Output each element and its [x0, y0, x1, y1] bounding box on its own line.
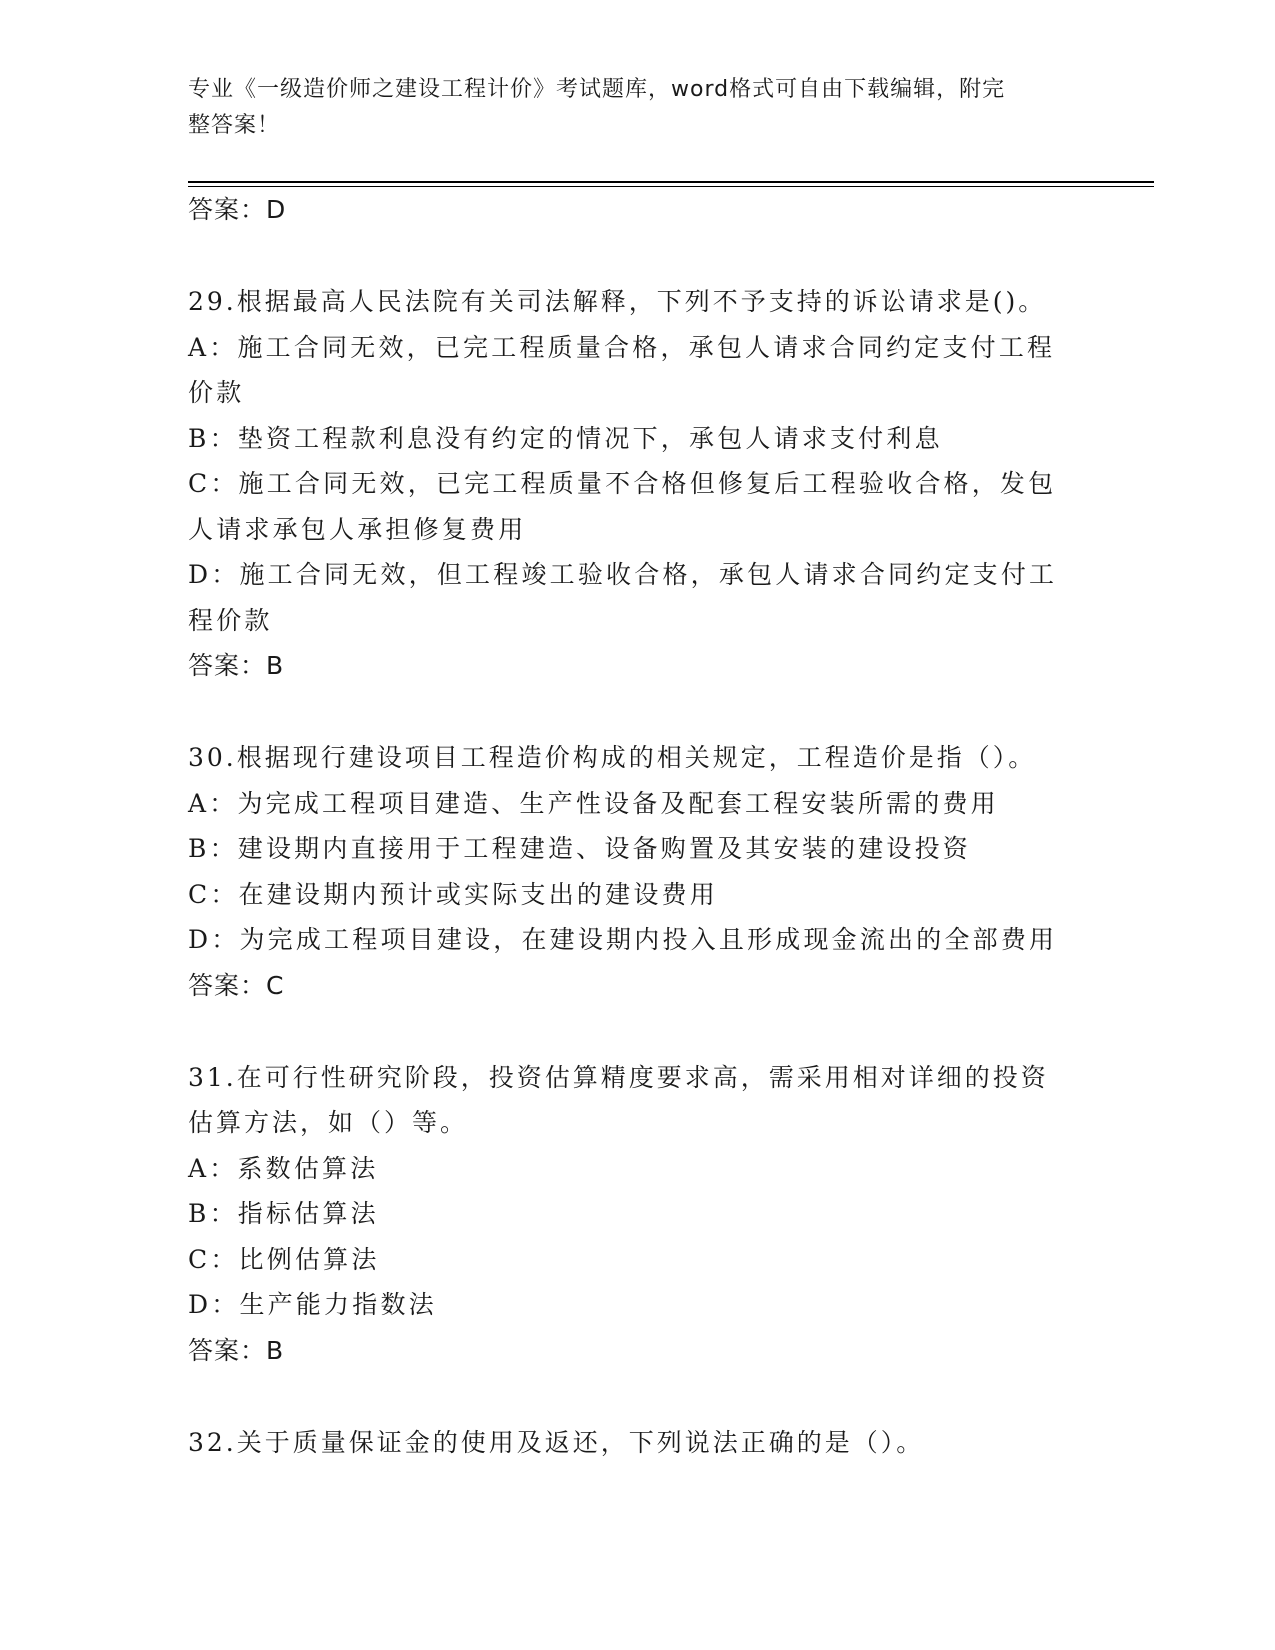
header-rule-thick — [188, 181, 1154, 183]
question-30 — [188, 735, 1088, 1009]
option-a: A：为完成工程项目建造、生产性设备及配套工程安装所需的费用 — [188, 788, 999, 818]
answer: 答案：C — [188, 970, 285, 1000]
question-stem: 30.根据现行建设项目工程造价构成的相关规定，工程造价是指（）。 — [188, 743, 1037, 772]
question-31 — [188, 1055, 1088, 1374]
question-stem: 32.关于质量保证金的使用及返还，下列说法正确的是（）。 — [188, 1427, 925, 1457]
option-d: D：施工合同无效，但工程竣工验收合格，承包人请求合同约定支付工 — [188, 560, 1058, 589]
question-stem: 29.根据最高人民法院有关司法解释，下列不予支持的诉讼请求是()。 — [188, 287, 1047, 316]
option-c: C：在建设期内预计或实际支出的建设费用 — [188, 879, 718, 909]
option-b: B：建设期内直接用于工程建造、设备购置及其安装的建设投资 — [188, 834, 971, 863]
option-c-continued: 人请求承包人承担修复费用 — [188, 514, 527, 544]
option-c: C：比例估算法 — [188, 1244, 380, 1274]
question-32 — [188, 1420, 1088, 1466]
spacer — [188, 689, 1088, 735]
option-d: D：为完成工程项目建设，在建设期内投入且形成现金流出的全部费用 — [188, 925, 1058, 954]
answer: 答案：B — [188, 651, 285, 680]
document-body — [188, 187, 1088, 1465]
question-stem: 31.在可行性研究阶段，投资估算精度要求高，需采用相对详细的投资 — [188, 1062, 1049, 1092]
spacer — [188, 1374, 1088, 1420]
header-line-1: 专业《一级造价师之建设工程计价》考试题库，word格式可自由下载编辑，附完 — [188, 77, 1006, 102]
question-29 — [188, 279, 1088, 689]
option-d: D：生产能力指数法 — [188, 1290, 437, 1319]
option-d-continued: 程价款 — [188, 605, 273, 635]
option-c: C：施工合同无效，已完工程质量不合格但修复后工程验收合格，发包 — [188, 469, 1057, 498]
option-a: A：系数估算法 — [188, 1153, 379, 1183]
option-b: B：垫资工程款利息没有约定的情况下，承包人请求支付利息 — [188, 423, 943, 453]
question-stem-continued: 估算方法，如（）等。 — [188, 1108, 469, 1137]
spacer — [188, 1009, 1088, 1055]
answer: 答案：B — [188, 1335, 285, 1365]
spacer — [188, 233, 1088, 279]
document-header — [188, 72, 1068, 144]
previous-answer: 答案：D — [188, 195, 287, 224]
option-a-continued: 价款 — [188, 378, 245, 407]
header-line-2: 整答案！ — [188, 113, 281, 138]
option-a: A：施工合同无效，已完工程质量合格，承包人请求合同约定支付工程 — [188, 332, 1056, 362]
option-b: B：指标估算法 — [188, 1199, 379, 1228]
